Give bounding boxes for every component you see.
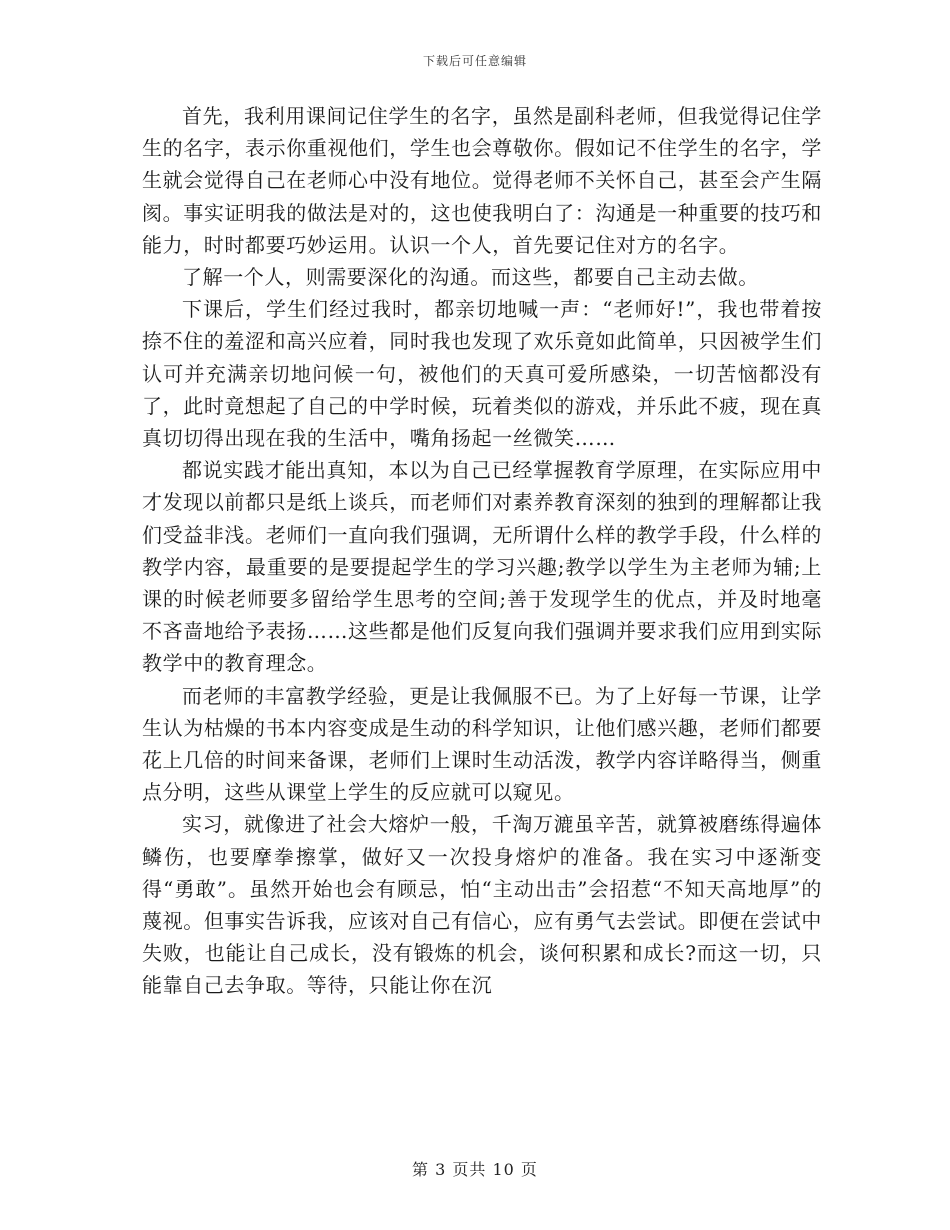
paragraph-6: 实习，就像进了社会大熔炉一般，千淘万漉虽辛苦，就算被磨练得遍体鳞伤，也要摩拳擦掌，做好又一次投身熔炉的准备。我在实习中逐渐变得“勇敢”。虽然开始也会有顾忌，怕“主动出击”会招惹“不知天高地厚”的蔑视。但事实告诉我，应该对自己有信心，应有勇气去尝试。即便在尝试中失败，也能让自己成长，没有锻炼的机会，谈何积累和成长?而这一切，只能靠自己去争取。等待，只能让你在沉 [142, 812, 822, 998]
page-footer: 第 3 页共 10 页 [412, 1160, 538, 1179]
paragraph-2: 了解一个人，则需要深化的沟通。而这些，都要自己主动去做。 [182, 265, 759, 290]
paragraph-1: 首先，我利用课间记住学生的名字，虽然是副科老师，但我觉得记住学生的名字，表示你重视他们，学生也会尊敬你。假如记不住学生的名字，学生就会觉得自己在老师心中没有地位。觉得老师不关怀自己，甚至会产生隔阂。事实证明我的做法是对的，这也使我明白了：沟通是一种重要的技巧和能力，时时都要巧妙运用。认识一个人，首先要记住对方的名字。 [142, 104, 822, 257]
page-header: 下载后可任意编辑 [422, 54, 527, 68]
paragraph-3: 下课后，学生们经过我时，都亲切地喊一声：“老师好!”，我也带着按捺不住的羞涩和高兴应着，同时我也发现了欢乐竟如此简单，只因被学生们认可并充满亲切地问候一句，被他们的天真可爱所感染，一切苦恼都没有了，此时竟想起了自己的中学时候，玩着类似的游戏，并乐此不疲，现在真真切切得出现在我的生活中，嘴角扬起一丝微笑…… [142, 297, 822, 451]
paragraph-4: 都说实践才能出真知，本以为自己已经掌握教育学原理，在实际应用中才发现以前都只是纸上谈兵，而老师们对素养教育深刻的独到的理解都让我们受益非浅。老师们一直向我们强调，无所谓什么样的教学手段，什么样的教学内容，最重要的是要提起学生的学习兴趣;教学以学生为主老师为辅;上课的时候老师要多留给学生思考的空间;善于发现学生的优点，并及时地毫不吝啬地给予表扬……这些都是他们反复向我们强调并要求我们应用到实际教学中的教育理念。 [142, 458, 822, 676]
document-body [142, 100, 822, 1002]
paragraph-5: 而老师的丰富教学经验，更是让我佩服不已。为了上好每一节课，让学生认为枯燥的书本内容变成是生动的科学知识，让他们感兴趣，老师们都要花上几倍的时间来备课，老师们上课时生动活泼，教学内容详略得当，侧重点分明，这些从课堂上学生的反应就可以窥见。 [142, 683, 822, 805]
